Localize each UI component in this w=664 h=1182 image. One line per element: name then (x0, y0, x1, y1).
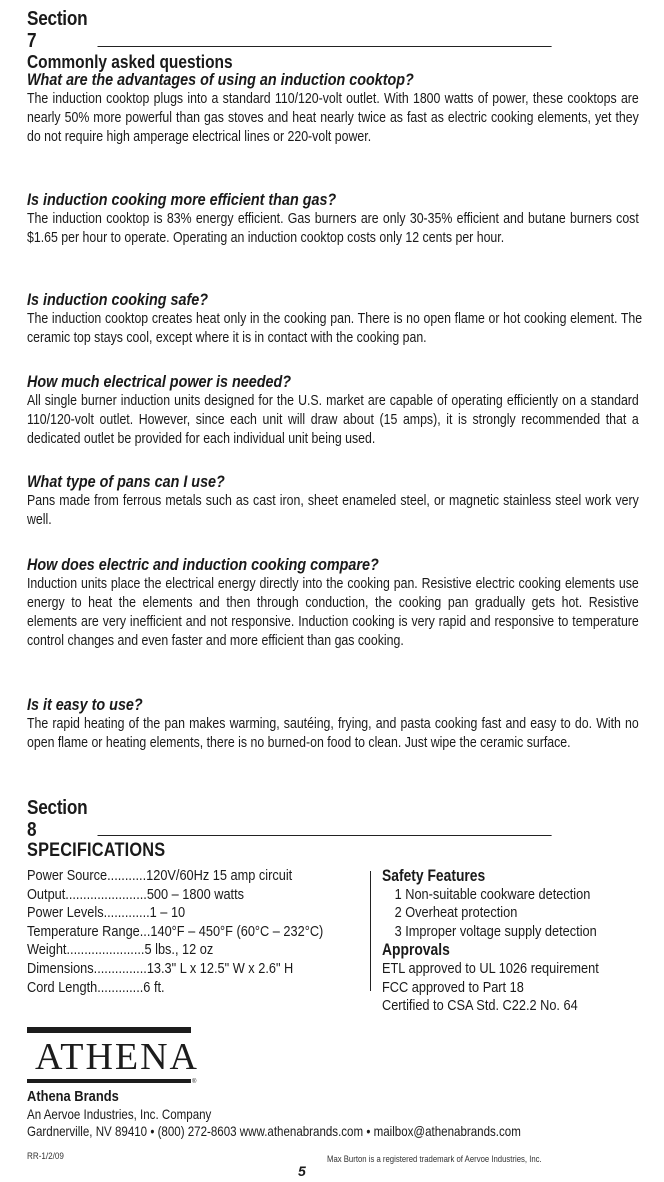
logo-registered-mark: ® (192, 1079, 197, 1085)
spec-row: Output.......................500 – 1800 watts (27, 885, 245, 903)
section-8-rule (97, 834, 551, 836)
spec-row: Cord Length.............6 ft. (27, 978, 165, 996)
faq-item-power (27, 372, 639, 449)
faq-question: What are the advantages of using an induction cooktop? (27, 71, 414, 89)
safety-feature-item: 2 Overheat protection (394, 904, 518, 922)
page-number: 5 (298, 1163, 306, 1179)
safety-feature-item: 1 Non-suitable cookware detection (394, 885, 591, 903)
spec-list (27, 867, 380, 997)
faq-item-safety (27, 290, 643, 348)
athena-logo (27, 1027, 199, 1085)
spec-row: Dimensions...............13.3" L x 12.5" W x 2.6" H (27, 959, 294, 977)
faq-answer: The induction cooktop plugs into a standard 110/120-volt outlet. With 1800 watts of power, these cooktops are nearly 50% more powerful than gas stoves and heat nearly twice as fast as electric cooking elements, yet they do not require high amperage electrical lines or 220-volt power. (27, 91, 639, 145)
logo-top-bar (27, 1027, 191, 1033)
faq-item-advantages (27, 70, 639, 147)
brand-company: An Aervoe Industries, Inc. Company (27, 1107, 212, 1122)
spec-row: Weight......................5 lbs., 12 oz (27, 941, 214, 959)
faq-answer: Induction units place the electrical energy directly into the cooking pan. Resistive electric cooking elements use energy to heat the elements and then through conduction, the cooking pan gradually gets hot. Resistive elements are very inefficient and not responsive. Induction cooking is very rapid and responsive to temperature control changes and even faster and more efficient than gas cooking. (27, 576, 639, 649)
spec-row: Temperature Range...140°F – 450°F (60°C – 232°C) (27, 922, 324, 940)
faq-answer: The induction cooktop creates heat only in the cooking pan. There is no open flame or hot cooking element. The ceramic top stays cool, except where it is in contact with the cooking pan. (27, 311, 643, 346)
approval-item: FCC approved to Part 18 (382, 978, 524, 996)
faq-answer: The induction cooktop is 83% energy efficient. Gas burners are only 30-35% efficient and butane burners cost $1.65 per hour to operate. Operating an induction cooktop costs only 12 cents per hour. (27, 211, 639, 246)
faq-question: How does electric and induction cooking compare? (27, 556, 379, 574)
faq-item-pans (27, 472, 639, 530)
section-7-title: Section 7 (27, 8, 88, 52)
faq-item-ease (27, 695, 639, 753)
faq-answer: Pans made from ferrous metals such as cast iron, sheet enameled steel, or magnetic stainless steel work very well. (27, 493, 639, 528)
section-8-header (27, 797, 637, 861)
faq-question: Is induction cooking more efficient than gas? (27, 191, 337, 209)
section-7-rule (97, 45, 551, 47)
approval-item: ETL approved to UL 1026 requirement (382, 959, 599, 977)
faq-answer: The rapid heating of the pan makes warming, sautéing, frying, and pasta cooking fast and easy to do. With no open flame or heating elements, there is no burned-on food to clean. Just wipe the ceramic surface. (27, 716, 639, 751)
faq-question: Is it easy to use? (27, 696, 143, 714)
section-7-subtitle: Commonly asked questions (27, 52, 233, 72)
approval-item: Certified to CSA Std. C22.2 No. 64 (382, 997, 578, 1015)
approvals-heading: Approvals (382, 941, 450, 960)
faq-answer: All single burner induction units designed for the U.S. market are capable of operating efficiently on a standard 110/120-volt outlet. However, since each unit will draw about (15 amps), it is strongly recommended that a dedicated outlet be provided for each individual unit being used. (27, 393, 639, 447)
faq-item-efficiency (27, 190, 639, 248)
section-8-subtitle: SPECIFICATIONS (27, 840, 166, 861)
faq-item-compare (27, 555, 639, 651)
faq-question: How much electrical power is needed? (27, 373, 292, 391)
brand-contact: Gardnerville, NV 89410 • (800) 272-8603 www.athenabrands.com • mailbox@athenabrands.com (27, 1124, 521, 1139)
trademark-notice: Max Burton is a registered trademark of Aervoe Industries, Inc. (327, 1154, 542, 1164)
spec-row: Power Source...........120V/60Hz 15 amp circuit (27, 867, 293, 884)
brand-name: Athena Brands (27, 1088, 119, 1105)
logo-wordmark: ATHENA (35, 1036, 199, 1078)
brand-info (27, 1088, 664, 1140)
faq-question: Is induction cooking safe? (27, 291, 209, 309)
section-8-title: Section 8 (27, 797, 88, 841)
document-code: RR-1/2/09 (27, 1151, 64, 1161)
safety-features-heading: Safety Features (382, 867, 486, 885)
faq-question: What type of pans can I use? (27, 473, 225, 491)
safety-feature-item: 3 Improper voltage supply detection (394, 922, 597, 940)
spec-row: Power Levels.............1 – 10 (27, 904, 186, 922)
logo-bottom-bar (27, 1079, 191, 1083)
features-approvals (382, 867, 651, 1016)
spec-column-divider (370, 871, 371, 991)
section-7-header (27, 8, 637, 72)
